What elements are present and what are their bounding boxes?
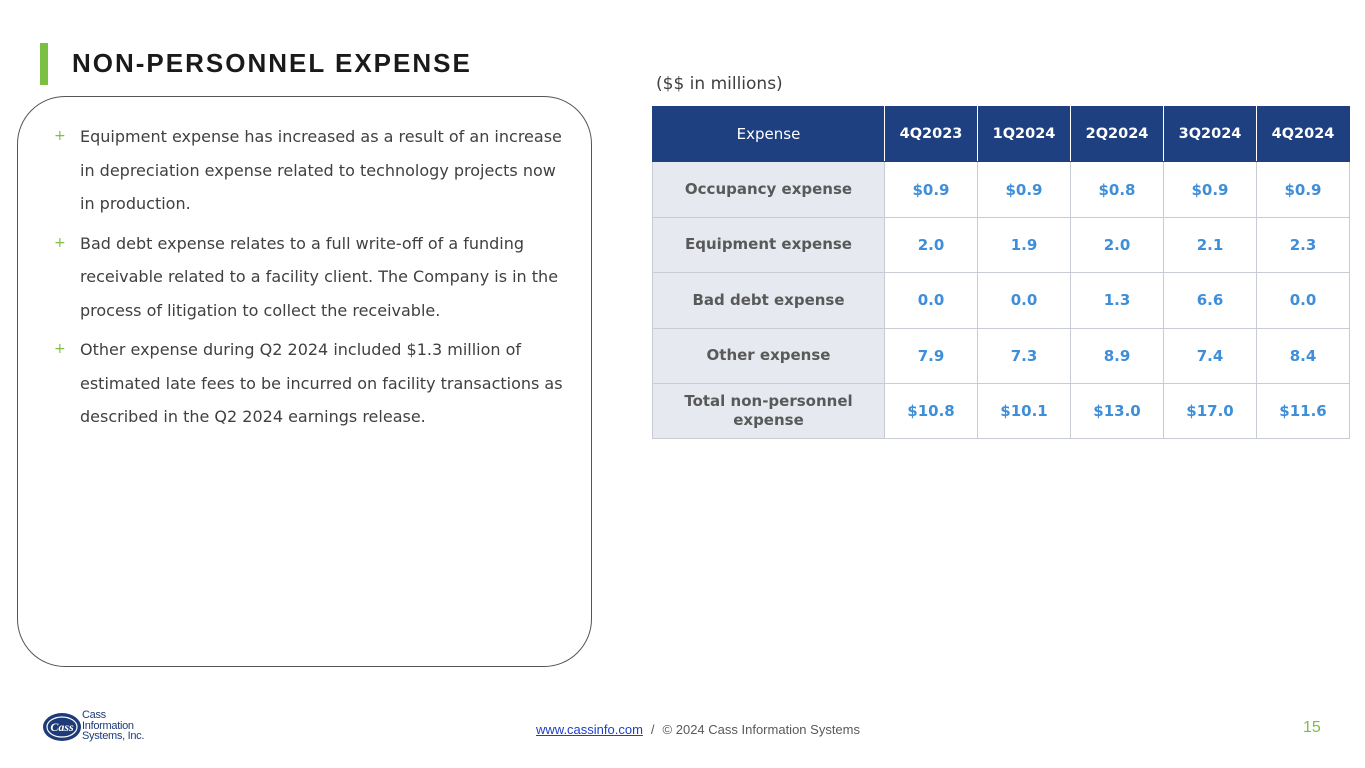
table-cell: $10.1 bbox=[978, 383, 1071, 438]
website-link[interactable]: www.cassinfo.com bbox=[536, 722, 643, 737]
table-cell: $0.9 bbox=[978, 162, 1071, 217]
plus-icon: + bbox=[54, 234, 66, 251]
table-cell: 6.6 bbox=[1164, 273, 1257, 328]
table-cell: 1.9 bbox=[978, 217, 1071, 272]
logo-line: Information bbox=[82, 719, 134, 732]
list-item bbox=[54, 120, 574, 221]
table-cell: $11.6 bbox=[1257, 383, 1350, 438]
table-cell: 2.3 bbox=[1257, 217, 1350, 272]
column-header: 3Q2024 bbox=[1164, 107, 1257, 162]
plus-icon: + bbox=[54, 128, 66, 144]
table-row bbox=[653, 328, 1350, 383]
table-cell: $13.0 bbox=[1071, 383, 1164, 438]
table-cell: $0.9 bbox=[885, 162, 978, 217]
column-header: 4Q2024 bbox=[1257, 107, 1350, 162]
table-row bbox=[653, 162, 1350, 217]
row-label: Bad debt expense bbox=[653, 273, 885, 328]
svg-text:Cass: Cass bbox=[50, 720, 74, 734]
table-row bbox=[653, 273, 1350, 328]
company-logo bbox=[42, 709, 154, 745]
list-item bbox=[54, 333, 574, 434]
expense-table bbox=[652, 106, 1350, 439]
logo-wordmark bbox=[82, 710, 144, 742]
table-cell: $10.8 bbox=[885, 383, 978, 438]
table-cell: 8.4 bbox=[1257, 328, 1350, 383]
list-item bbox=[54, 227, 574, 328]
table-header-row bbox=[653, 107, 1350, 162]
column-header: 1Q2024 bbox=[978, 107, 1071, 162]
table-cell: 0.0 bbox=[1257, 273, 1350, 328]
table-cell: 1.3 bbox=[1071, 273, 1164, 328]
table-cell: 0.0 bbox=[978, 273, 1071, 328]
bullet-text: Bad debt expense relates to a full write-off of a funding receivable related to a facility client. The Company is in the process of litigation to collect the receivable. bbox=[80, 233, 559, 320]
footer bbox=[536, 722, 860, 737]
footer-separator: / bbox=[650, 722, 655, 737]
logo-line: Systems, Inc. bbox=[82, 730, 145, 742]
table-cell: 7.3 bbox=[978, 328, 1071, 383]
table-cell: 2.1 bbox=[1164, 217, 1257, 272]
row-label: Other expense bbox=[653, 328, 885, 383]
table-cell: $0.9 bbox=[1164, 162, 1257, 217]
bullet-text: Other expense during Q2 2024 included $1.3 million of estimated late fees to be incurred on facility transactions as described in the Q2 2024 earnings release. bbox=[80, 340, 563, 426]
units-note: ($$ in millions) bbox=[656, 74, 783, 94]
table-cell: 0.0 bbox=[885, 273, 978, 328]
page-number: 15 bbox=[1303, 719, 1321, 736]
table-row bbox=[653, 217, 1350, 272]
table-cell: $0.8 bbox=[1071, 162, 1164, 217]
table-row-total bbox=[653, 383, 1350, 438]
column-header: Expense bbox=[653, 107, 885, 162]
table-cell: $0.9 bbox=[1257, 162, 1350, 217]
row-label: Occupancy expense bbox=[653, 162, 885, 217]
bullet-list bbox=[54, 120, 574, 440]
column-header: 2Q2024 bbox=[1071, 107, 1164, 162]
table-cell: 8.9 bbox=[1071, 328, 1164, 383]
cass-logo-icon bbox=[42, 711, 82, 743]
logo-line: Cass bbox=[82, 709, 106, 721]
table-cell: 2.0 bbox=[1071, 217, 1164, 272]
bullet-text: Equipment expense has increased as a result of an increase in depreciation expense related to technology projects now in production. bbox=[80, 127, 562, 213]
table-cell: 7.9 bbox=[885, 328, 978, 383]
table-cell: 2.0 bbox=[885, 217, 978, 272]
plus-icon: + bbox=[54, 341, 66, 357]
row-label: Equipment expense bbox=[653, 217, 885, 272]
column-header: 4Q2023 bbox=[885, 107, 978, 162]
page-title: NON-PERSONNEL EXPENSE bbox=[72, 48, 472, 78]
copyright-text: © 2024 Cass Information Systems bbox=[662, 722, 860, 737]
title-accent-bar bbox=[40, 43, 48, 85]
row-label: Total non-personnel expense bbox=[653, 383, 885, 438]
table-cell: 7.4 bbox=[1164, 328, 1257, 383]
table-cell: $17.0 bbox=[1164, 383, 1257, 438]
